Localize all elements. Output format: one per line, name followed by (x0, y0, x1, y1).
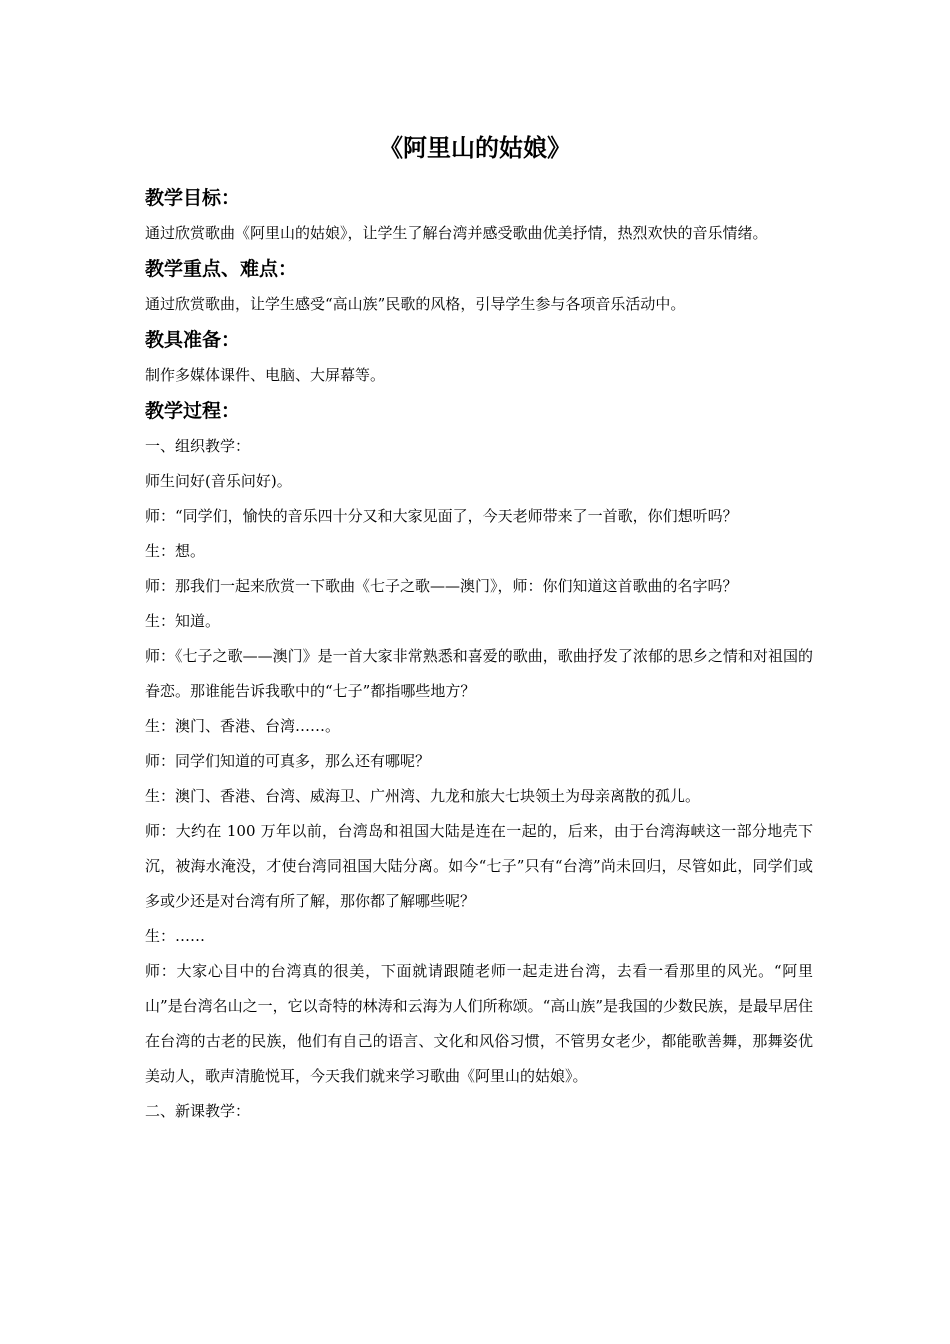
process-line: 生：知道。 (145, 612, 221, 630)
process-line: 师：那我们一起来欣赏一下歌曲《七子之歌——澳门》，师：你们知道这首歌曲的名字吗？ (145, 577, 738, 595)
key-points-text: 通过欣赏歌曲，让学生感受“高山族”民歌的风格，引导学生参与各项音乐活动中。 (145, 295, 686, 313)
materials-heading: 教具准备： (145, 329, 241, 351)
process-lines (145, 429, 813, 1129)
process-line: 生：…… (145, 927, 206, 945)
process-heading: 教学过程： (145, 400, 241, 422)
key-points-heading: 教学重点、难点： (145, 258, 298, 280)
process-line: 一、组织教学： (145, 437, 251, 455)
document-title: 《阿里山的姑娘》 (379, 134, 571, 162)
process-line: 师：大家心目中的台湾真的很美，下面就请跟随老师一起走进台湾，去看一看那里的风光。“阿里山”是台湾名山之一，它以奇特的林涛和云海为人们所称颂。“高山族”是我国的少数民族，是最早居住在台湾的古老的民族，他们有自己的语言、文化和风俗习惯，不管男女老少，都能歌善舞，那舞姿优美动人，歌声清脆悦耳，今天我们就来学习歌曲《阿里山的姑娘》。 (145, 962, 814, 1085)
objectives-text: 通过欣赏歌曲《阿里山的姑娘》，让学生了解台湾并感受歌曲优美抒情，热烈欢快的音乐情绪。 (145, 224, 768, 242)
process-line: 生：想。 (145, 542, 206, 560)
materials-text: 制作多媒体课件、电脑、大屏幕等。 (145, 366, 386, 384)
process-line: 生：澳门、香港、台湾、威海卫、广州湾、九龙和旅大七块领土为母亲离散的孤儿。 (145, 787, 701, 805)
process-line: 师：“同学们，愉快的音乐四十分又和大家见面了，今天老师带来了一首歌，你们想听吗？ (145, 507, 738, 525)
process-line: 师生问好(音乐问好)。 (145, 472, 292, 490)
objectives-heading: 教学目标： (145, 187, 241, 209)
process-line: 师：同学们知道的可真多，那么还有哪呢？ (145, 752, 431, 770)
process-line: 二、新课教学： (145, 1102, 251, 1120)
process-line: 师：大约在 100 万年以前，台湾岛和祖国大陆是连在一起的，后来，由于台湾海峡这一部分地壳下沉，被海水淹没，才使台湾同祖国大陆分离。如今“七子”只有“台湾”尚未回归，尽管如此，同学们或多或少还是对台湾有所了解，那你都了解哪些呢？ (145, 822, 813, 910)
process-line: 生：澳门、香港、台湾……。 (145, 717, 341, 735)
process-line: 师：《七子之歌——澳门》是一首大家非常熟悉和喜爱的歌曲，歌曲抒发了浓郁的思乡之情和对祖国的眷恋。那谁能告诉我歌中的“七子”都指哪些地方？ (145, 647, 813, 700)
document-body (145, 180, 813, 1129)
